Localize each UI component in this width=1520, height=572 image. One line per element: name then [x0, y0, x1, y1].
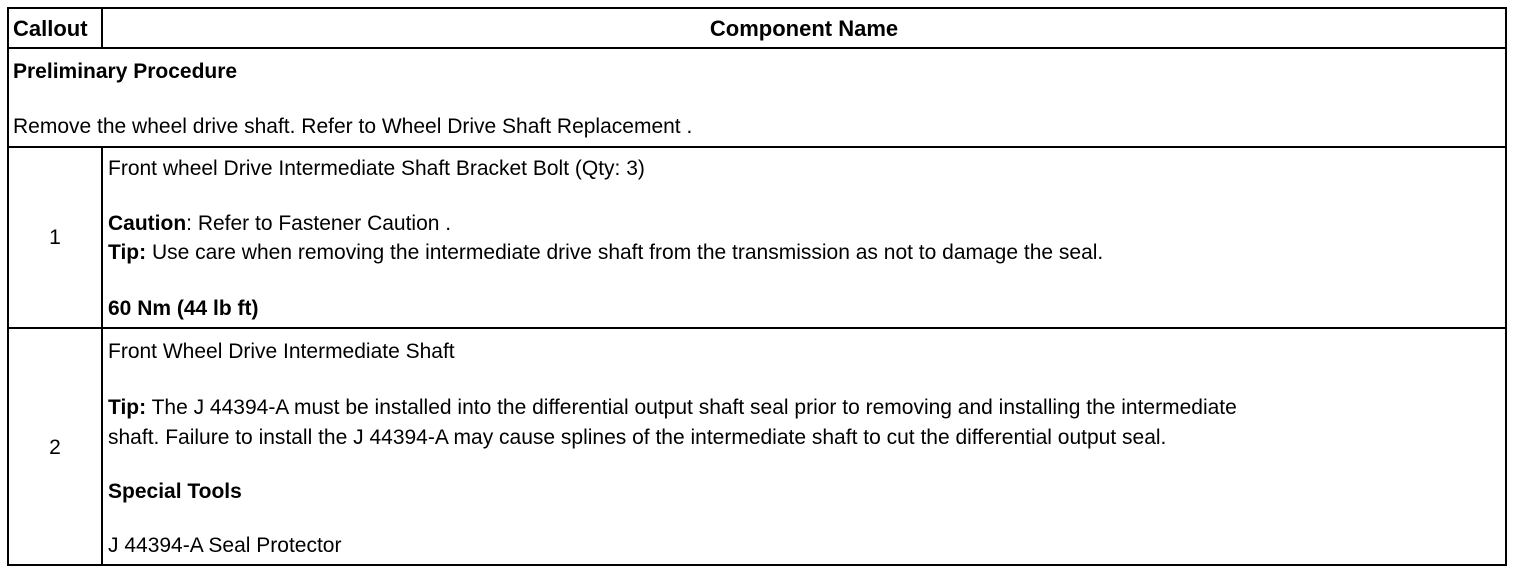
header-callout-label: Callout [13, 16, 88, 41]
header-cell-component-name [103, 9, 1505, 47]
tip-text-continued: shaft. Failure to install the J 44394-A may cause splines of the intermediate shaft to cut the differential output seal. [108, 426, 1167, 449]
header-cell-callout [9, 9, 103, 47]
component-cell [103, 329, 1505, 566]
caution-text: : Refer to Fastener Caution . [186, 212, 452, 235]
caution-label: Caution [108, 212, 187, 235]
component-name: Front Wheel Drive Intermediate Shaft [108, 340, 455, 363]
callout-number: 2 [49, 435, 61, 459]
table-row [9, 148, 1505, 329]
procedure-table [7, 7, 1507, 566]
callout-cell [9, 148, 103, 327]
tip-text: The J 44394-A must be installed into the differential output shaft seal prior to removing and installing the intermediate [146, 396, 1237, 419]
callout-number: 1 [49, 225, 61, 249]
component-name: Front wheel Drive Intermediate Shaft Bracket Bolt (Qty: 3) [108, 157, 645, 180]
torque-spec: 60 Nm (44 lb ft) [108, 297, 259, 320]
caution-line [108, 211, 451, 237]
special-tools-heading: Special Tools [108, 480, 242, 503]
component-cell [103, 148, 1505, 327]
preliminary-procedure-text: Remove the wheel drive shaft. Refer to Wheel Drive Shaft Replacement . [13, 115, 693, 138]
tip-label: Tip: [108, 396, 147, 419]
tip-line [108, 395, 1237, 421]
tip-text: Use care when removing the intermediate drive shaft from the transmission as not to damage the seal. [146, 241, 1104, 264]
tip-label: Tip: [108, 241, 147, 264]
table-row [9, 329, 1505, 566]
tip-line [108, 240, 1103, 266]
special-tool-item: J 44394-A Seal Protector [108, 534, 342, 557]
header-component-name-label: Component Name [709, 16, 899, 41]
table-header-row [9, 9, 1505, 49]
callout-cell [9, 329, 103, 566]
preliminary-procedure-heading: Preliminary Procedure [13, 60, 238, 83]
preliminary-procedure-row [9, 49, 1505, 148]
